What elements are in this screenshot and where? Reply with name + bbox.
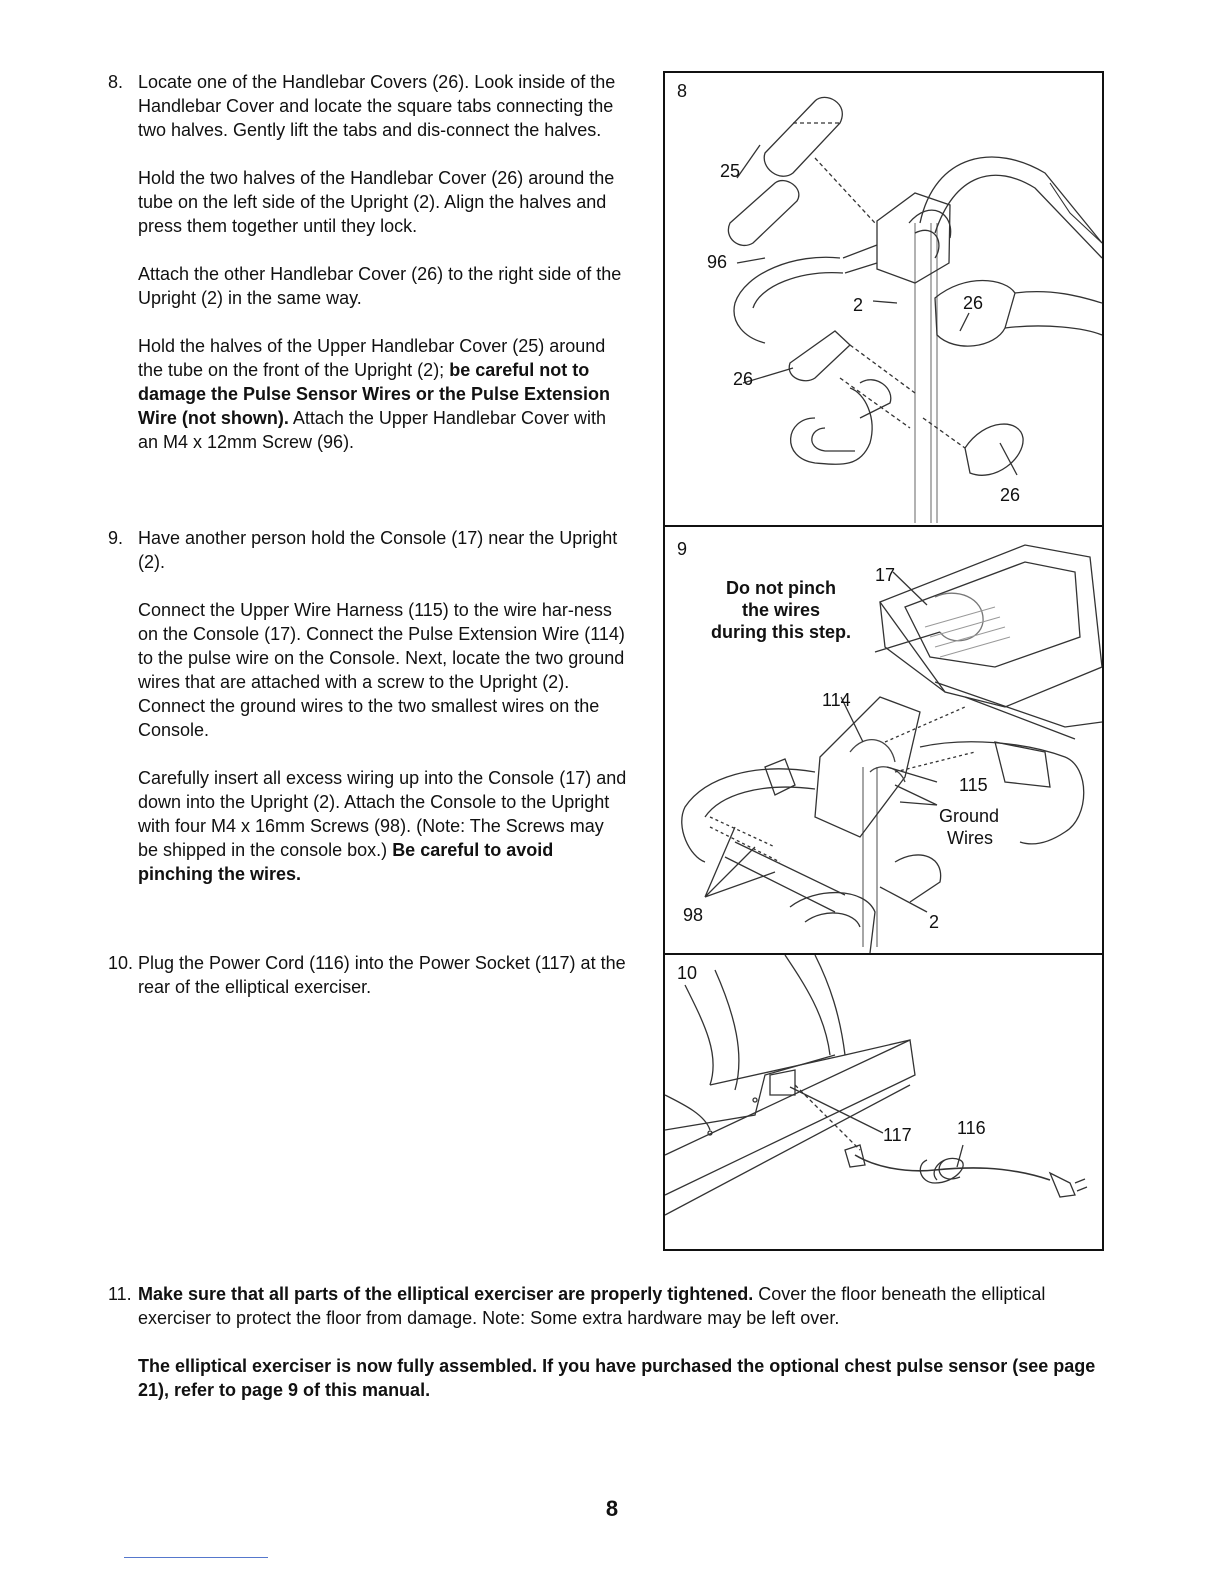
callout-26-left: 26 (733, 369, 754, 389)
callout-2: 2 (853, 295, 864, 315)
step-11-paragraph-1 (138, 1282, 1118, 1330)
callout-26-right-upper: 26 (963, 293, 984, 313)
step-number: 10. (108, 953, 134, 973)
step-9-paragraph-1: Have another person hold the Console (17) near the Upright (2). (138, 528, 618, 572)
step-number: 8. (108, 72, 124, 92)
step-8-p4-text-a: Hold the halves of the Upper Handlebar Cover (25) around the tube on the front of the Upright (2); (138, 336, 606, 380)
step-9-p3-text: Carefully insert all excess wiring up into the Console (17) and down into the Upright (2). Attach the Console to the Upright with four M4 x 16mm Screws (98). (Note: The Screws may be shipped in the console box.) (138, 768, 627, 860)
callout-25: 25 (720, 161, 741, 181)
step-number: 9. (108, 528, 124, 548)
step-11-text: Cover the floor beneath the elliptical exerciser to protect the floor from damage. Note: Some extra hardware may be left over. (138, 1284, 1046, 1328)
callout-ground-wires-line-1: Ground (939, 806, 1000, 826)
step-10 (108, 951, 628, 999)
pinch-warning-line-2: the wires (741, 600, 821, 620)
assembly-complete-note: The elliptical exerciser is now fully assembled. If you have purchased the optional chest pulse sensor (see page 21), refer to page 9 of this manual. (138, 1356, 1096, 1400)
step-9-caution: Be careful to avoid pinching the wires. (138, 840, 554, 884)
callout-2: 2 (929, 912, 940, 932)
callout-114: 114 (822, 690, 851, 710)
figure-9-label: 9 (677, 539, 688, 559)
step-11 (108, 1282, 1118, 1426)
callout-ground-wires-line-2: Wires (947, 828, 993, 848)
step-number: 11. (108, 1284, 132, 1304)
figure-10-drawing (665, 955, 1102, 1249)
callout-98: 98 (683, 905, 704, 925)
step-9 (108, 526, 628, 886)
pinch-warning-line-3: during this step. (710, 622, 851, 642)
step-8 (108, 70, 628, 454)
step-8-p4-text-b: Attach the Upper Handlebar Cover with an M4 x 12mm Screw (96). (138, 408, 607, 452)
callout-26-right-lower: 26 (1000, 485, 1021, 505)
step-8-paragraph-2: Hold the two halves of the Handlebar Cover (26) around the tube on the left side of the Upright (2). Align the halves and press them together until they lock. (138, 168, 615, 236)
step-8-paragraph-4 (138, 334, 628, 454)
page-number: 8 (605, 1496, 619, 1521)
step-8-caution: be careful not to damage the Pulse Sensor Wires or the Pulse Extension Wire (not shown). (138, 360, 610, 428)
step-10-paragraph-1: Plug the Power Cord (116) into the Power Socket (117) at the rear of the elliptical exerciser. (138, 953, 626, 997)
step-11-emphasis: Make sure that all parts of the elliptical exerciser are properly tightened. (138, 1284, 754, 1304)
figure-10-panel (663, 953, 1104, 1251)
callout-17: 17 (875, 565, 896, 585)
pinch-warning-line-1: Do not pinch (726, 578, 836, 598)
figure-10-label: 10 (677, 963, 698, 983)
pinch-warning (691, 577, 871, 643)
figure-8-panel (663, 71, 1104, 527)
footer-rule (124, 1557, 268, 1558)
step-9-paragraph-2: Connect the Upper Wire Harness (115) to the wire har-ness on the Console (17). Connect the Pulse Extension Wire (114) to the pulse wire on the Console. Next, locate the two ground wires that are attached with a screw to the Upright (2). Connect the ground wires to the two smallest wires on the Console. (138, 600, 625, 740)
callout-116: 116 (957, 1118, 986, 1138)
figure-8-drawing (665, 73, 1102, 525)
figure-8-label: 8 (677, 81, 688, 101)
step-9-paragraph-3 (138, 766, 628, 886)
callout-96: 96 (707, 252, 728, 272)
step-8-paragraph-1: Locate one of the Handlebar Covers (26). Look inside of the Handlebar Cover and locate the square tabs connecting the two halves. Gently lift the tabs and dis-connect the halves. (138, 72, 616, 140)
step-8-paragraph-3: Attach the other Handlebar Cover (26) to the right side of the Upright (2) in the same way. (138, 264, 622, 308)
figure-9-panel (663, 525, 1104, 955)
callout-117: 117 (883, 1125, 912, 1145)
callout-115: 115 (959, 775, 988, 795)
